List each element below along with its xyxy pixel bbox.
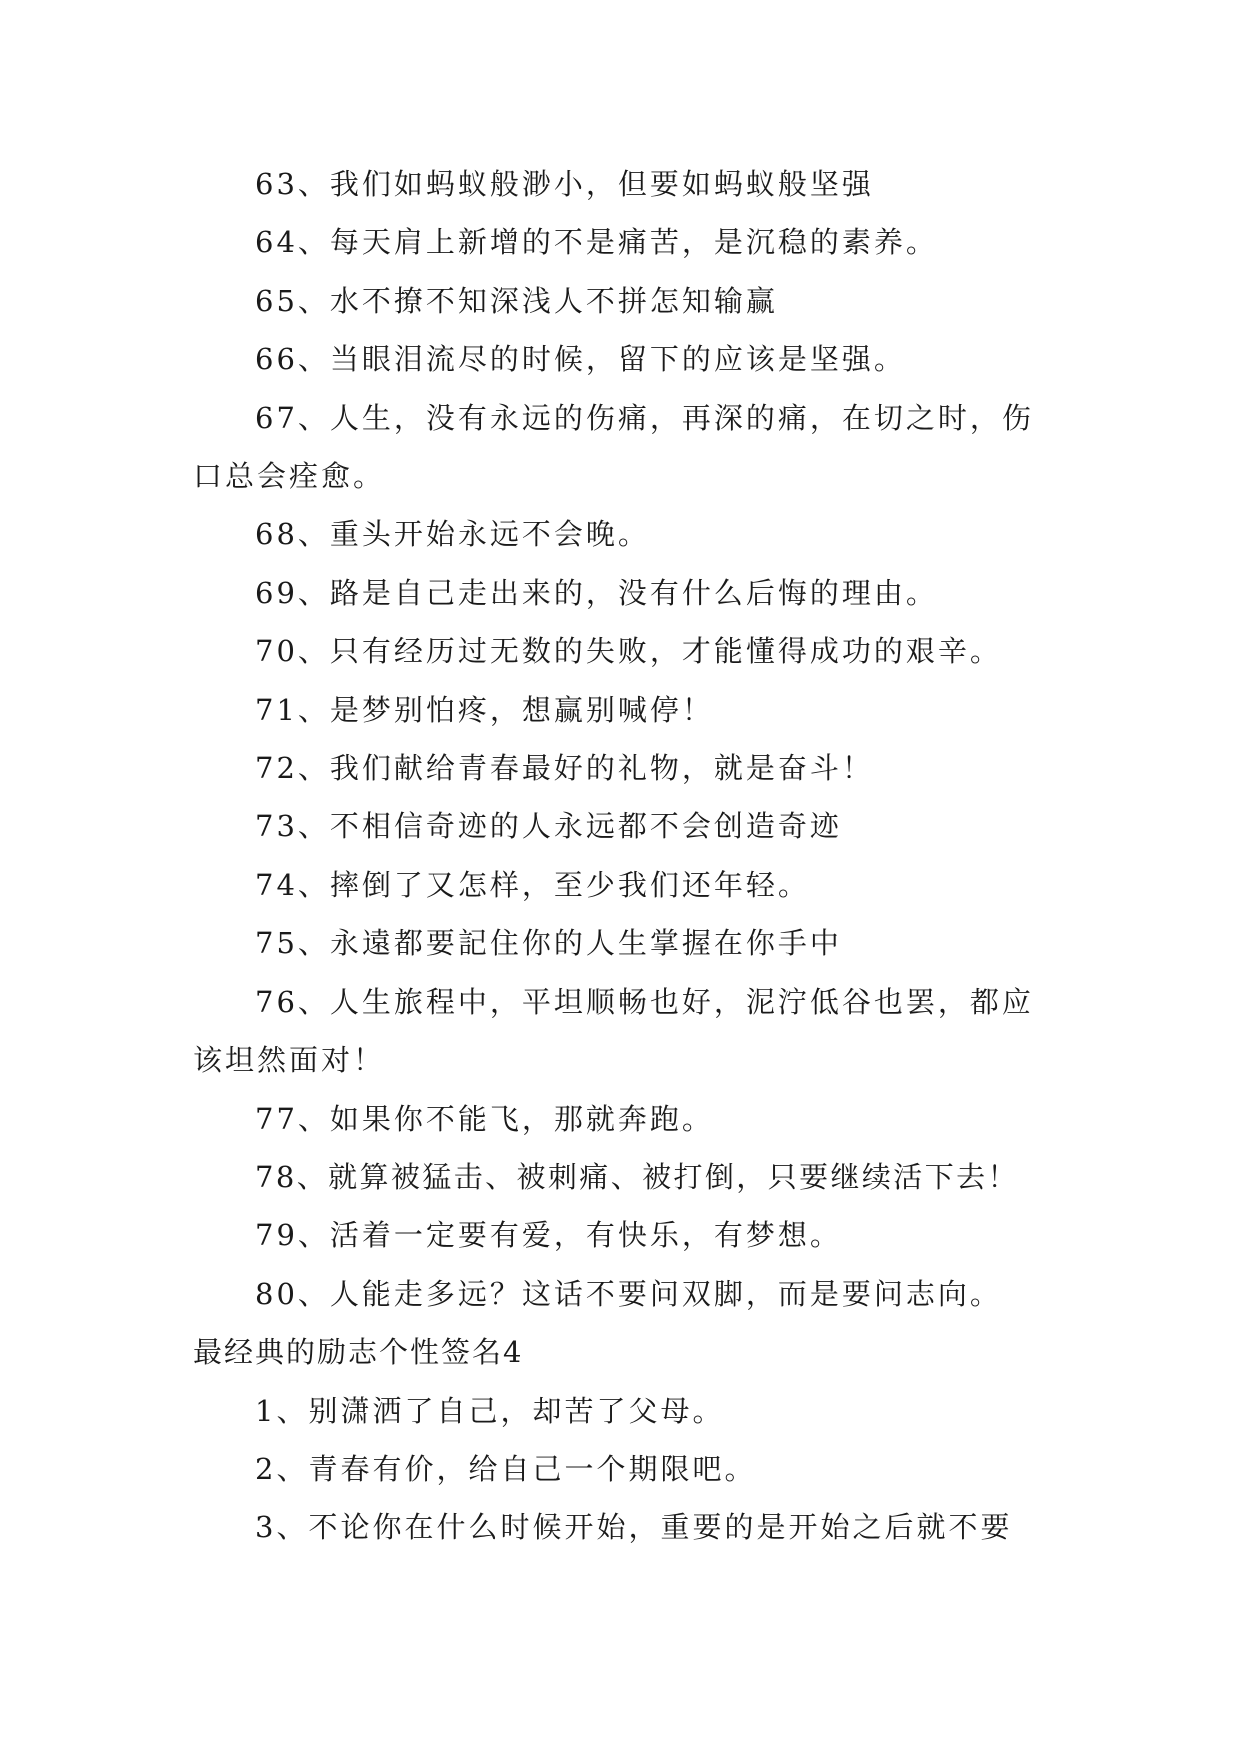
list-item: 79、活着一定要有爱，有快乐，有梦想。 [255, 1218, 842, 1253]
section-heading: 最经典的励志个性签名4 [193, 1335, 524, 1370]
list-item: 72、我们献给青春最好的礼物，就是奋斗！ [255, 751, 874, 786]
list-item: 76、人生旅程中，平坦顺畅也好，泥泞低谷也罢，都应该坦然面对！ [193, 984, 1034, 1078]
list-item: 77、如果你不能飞，那就奔跑。 [255, 1101, 714, 1136]
list-item: 75、永遠都要記住你的人生掌握在你手中 [255, 926, 842, 961]
list-item: 70、只有经历过无数的失败，才能懂得成功的艰辛。 [255, 634, 1002, 669]
list-item: 73、不相信奇迹的人永远都不会创造奇迹 [255, 809, 842, 844]
list-item: 63、我们如蚂蚁般渺小，但要如蚂蚁般坚强 [255, 167, 874, 201]
list-item: 68、重头开始永远不会晚。 [255, 517, 650, 552]
list-item: 69、路是自己走出来的，没有什么后悔的理由。 [255, 575, 938, 610]
list-item: 78、就算被猛击、被刺痛、被打倒，只要继续活下去！ [255, 1159, 1019, 1194]
list-item: 71、是梦别怕疼，想赢别喊停！ [255, 692, 714, 727]
document-body [193, 155, 1055, 1557]
list-item: 66、当眼泪流尽的时候，留下的应该是坚强。 [255, 342, 906, 377]
list-item: 74、摔倒了又怎样，至少我们还年轻。 [255, 867, 810, 902]
list-item: 2、青春有价，给自己一个期限吧。 [255, 1451, 757, 1486]
list-item: 67、人生，没有永远的伤痛，再深的痛，在切之时，伤口总会痊愈。 [193, 400, 1034, 494]
list-item: 3、不论你在什么时候开始，重要的是开始之后就不要 [255, 1510, 1013, 1545]
list-item: 80、人能走多远？这话不要问双脚，而是要问志向。 [255, 1276, 1002, 1311]
list-item: 65、水不撩不知深浅人不拼怎知输赢 [255, 283, 778, 318]
list-item: 64、每天肩上新增的不是痛苦，是沉稳的素养。 [255, 225, 938, 260]
list-item: 1、别潇洒了自己，却苦了父母。 [255, 1393, 725, 1428]
